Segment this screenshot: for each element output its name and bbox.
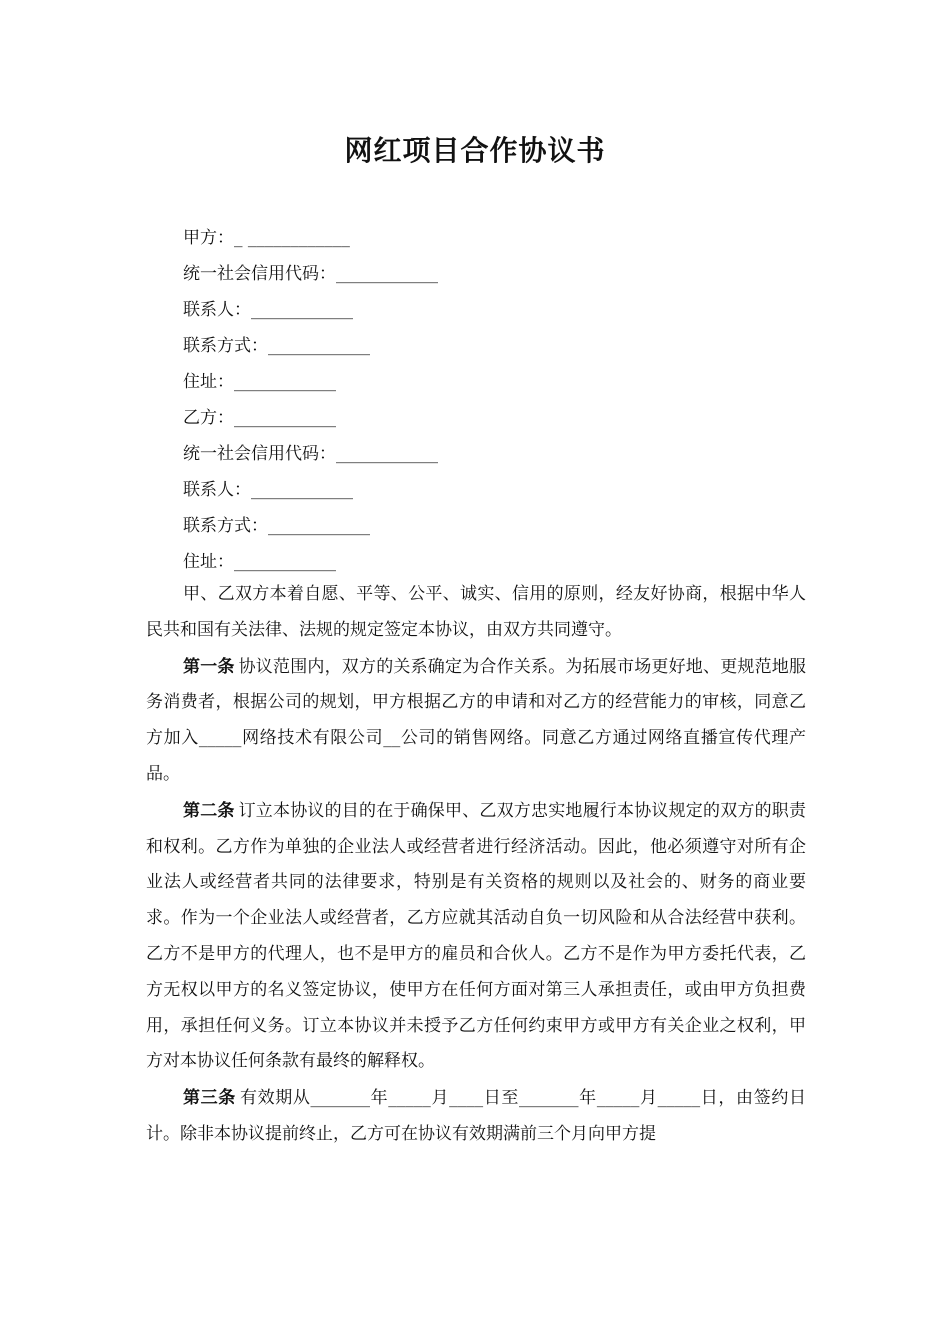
document-body — [146, 577, 806, 1154]
party-b-contact-field: 联系人：____________ — [183, 480, 353, 500]
party-a-contact-field: 联系人：____________ — [183, 300, 353, 320]
article-2-text: 订立本协议的目的在于确保甲、乙双方忠实地履行本协议规定的双方的职责和权利。乙方作为单独的企业法人或经营者进行经济活动。因此，他必须遵守对所有企业法人或经营者共同的法律要求，特别是有关资格的规则以及社会的、财务的商业要求。作为一个企业法人或经营者，乙方应就其活动自负一切风险和从合法经营中获利。乙方不是甲方的代理人，也不是甲方的雇员和合伙人。乙方不是作为甲方委托代表，乙方无权以甲方的名义签定协议，使甲方在任何方面对第三人承担责任，或由甲方负担费用，承担任何义务。订立本协议并未授予乙方任何约束甲方或甲方有关企业之权利，甲方对本协议任何条款有最终的解释权。 — [146, 800, 807, 1072]
article-3-text: 有效期从_______年_____月____日至_______年_____月_____日，由签约日计。除非本协议提前终止，乙方可在协议有效期满前三个月向甲方提 — [146, 1088, 806, 1144]
article-1-text: 协议范围内，双方的关系确定为合作关系。为拓展市场更好地、更规范地服务消费者，根据公司的规划，甲方根据乙方的申请和对乙方的经营能力的审核，同意乙方加入_____网络技术有限公司__公司的销售网络。同意乙方通过网络直播宣传代理产品。 — [146, 656, 807, 784]
article-1-label: 第一条 — [183, 656, 235, 677]
article-2 — [146, 794, 806, 1080]
intro-paragraph: 甲、乙双方本着自愿、平等、公平、诚实、信用的原则，经友好协商，根据中华人民共和国有关法律、法规的规定签定本协议，由双方共同遵守。 — [146, 584, 806, 640]
party-b-credit-code-field: 统一社会信用代码：____________ — [183, 444, 438, 464]
article-1 — [146, 650, 806, 793]
party-a-phone-field: 联系方式：____________ — [183, 336, 370, 356]
article-3 — [146, 1081, 806, 1153]
party-a-address-field: 住址：____________ — [183, 372, 336, 392]
article-3-label: 第三条 — [183, 1088, 236, 1109]
party-a-name-field: 甲方：_ ____________ — [183, 228, 350, 248]
document-title: 网红项目合作协议书 — [344, 134, 606, 167]
party-b-name-field: 乙方：____________ — [183, 408, 336, 428]
party-b-address-field: 住址：____________ — [183, 552, 336, 572]
party-a-credit-code-field: 统一社会信用代码：____________ — [183, 264, 438, 284]
article-2-label: 第二条 — [183, 800, 235, 821]
party-b-phone-field: 联系方式：____________ — [183, 516, 370, 536]
